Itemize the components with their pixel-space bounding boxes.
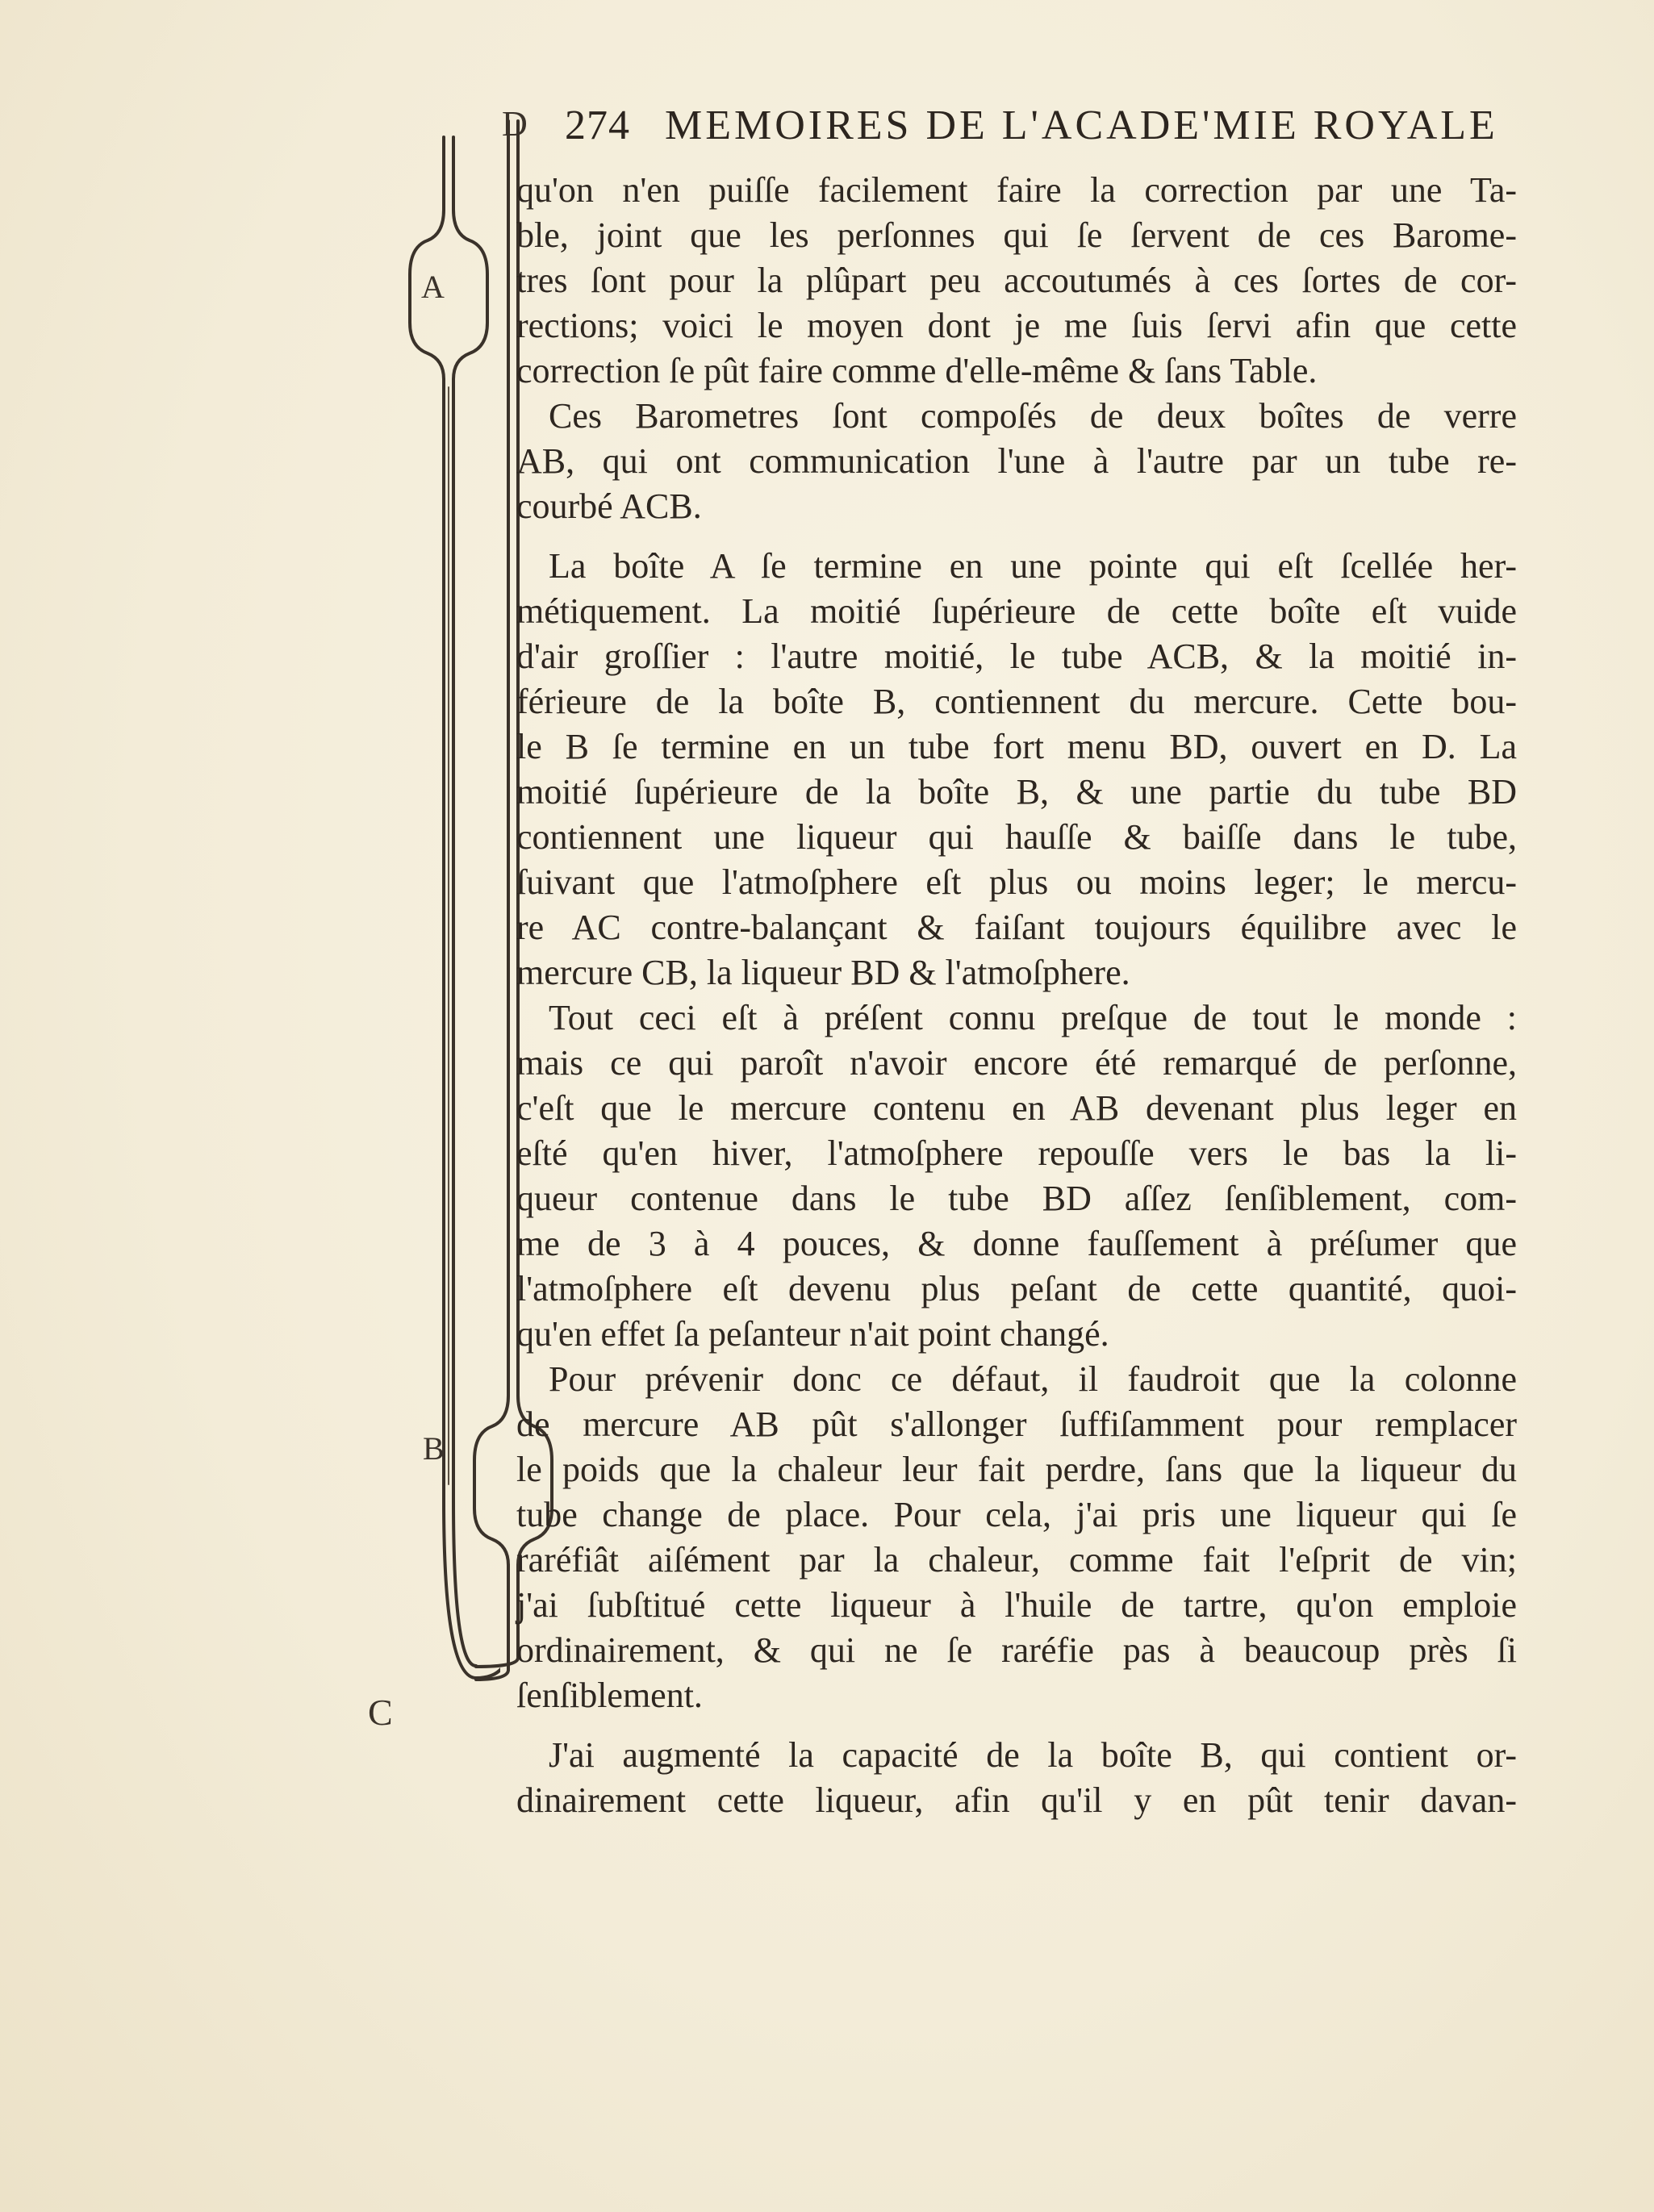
text-line: dinairement cette liqueur, afin qu'il y en pût tenir davan-: [516, 1780, 1517, 1820]
text-line: c'eſt que le mercure contenu en AB devenant plus leger en: [516, 1088, 1517, 1128]
page-number: 274: [565, 102, 630, 148]
text-line: eſté qu'en hiver, l'atmoſphere repouſſe vers le bas la li-: [516, 1133, 1517, 1173]
body-text: [516, 168, 1517, 1823]
paragraph-3: [516, 544, 1517, 995]
barometer-figure: [323, 113, 500, 1726]
paragraph-2: [516, 394, 1517, 529]
text-line: tres ſont pour la plûpart peu accoutumés à ces ſortes de cor-: [516, 261, 1517, 300]
text-line: courbé ACB.: [516, 486, 702, 526]
text-line: ſenſiblement.: [516, 1676, 703, 1715]
text-line: j'ai ſubſtitué cette liqueur à l'huile de tartre, qu'on emploie: [516, 1585, 1517, 1625]
text-line: ordinairement, & qui ne ſe raréfie pas à beaucoup près ſi: [516, 1630, 1517, 1670]
figure-label-d: D: [502, 104, 528, 144]
text-line: mercure CB, la liqueur BD & l'atmoſphere.: [516, 953, 1130, 992]
text-line: Ces Barometres ſont compoſés de deux boîtes de verre: [549, 396, 1517, 436]
text-line: tube change de place. Pour cela, j'ai pris une liqueur qui ſe: [516, 1495, 1517, 1534]
text-line: contiennent une liqueur qui hauſſe & baiſſe dans le tube,: [516, 817, 1517, 857]
text-line: queur contenue dans le tube BD aſſez ſenſiblement, com-: [516, 1179, 1517, 1218]
figure-label-b: B: [423, 1430, 445, 1467]
text-line: re AC contre-balançant & faiſant toujours équilibre avec le: [516, 908, 1517, 947]
text-line: métiquement. La moitié ſupérieure de cette boîte eſt vuide: [516, 591, 1517, 631]
text-line: ble, joint que les perſonnes qui ſe ſervent de ces Barome-: [516, 215, 1517, 255]
text-line: férieure de la boîte B, contiennent du mercure. Cette bou-: [516, 682, 1517, 721]
text-line: Tout ceci eſt à préſent connu preſque de tout le monde :: [549, 998, 1517, 1037]
text-line: rections; voici le moyen dont je me ſuis ſervi afin que cette: [516, 306, 1517, 345]
paragraph-1: [516, 168, 1517, 394]
text-line: Pour prévenir donc ce défaut, il faudroit que la colonne: [549, 1359, 1517, 1399]
running-title: MEMOIRES DE L'ACADE'MIE ROYALE: [665, 102, 1498, 148]
paragraph-gap: [516, 529, 1517, 544]
text-line: de mercure AB pût s'allonger ſuffiſamment pour remplacer: [516, 1404, 1517, 1444]
text-line: raréfiât aiſément par la chaleur, comme fait l'eſprit de vin;: [516, 1540, 1517, 1580]
paragraph-5: [516, 1357, 1517, 1718]
paragraph-gap: [516, 1718, 1517, 1733]
text-line: mais ce qui paroît n'avoir encore été remarqué de perſonne,: [516, 1043, 1517, 1083]
text-line: qu'on n'en puiſſe facilement faire la correction par une Ta-: [516, 170, 1517, 210]
paragraph-6: [516, 1733, 1517, 1823]
text-line: qu'en effet ſa peſanteur n'ait point changé.: [516, 1314, 1109, 1354]
text-line: ſuivant que l'atmoſphere eſt plus ou moins leger; le mercu-: [516, 862, 1517, 902]
text-line: moitié ſupérieure de la boîte B, & une partie du tube BD: [516, 772, 1517, 812]
text-line: J'ai augmenté la capacité de la boîte B, qui contient or-: [549, 1735, 1517, 1775]
text-line: me de 3 à 4 pouces, & donne fauſſement à préſumer que: [516, 1224, 1517, 1263]
text-line: le B ſe termine en un tube fort menu BD, ouvert en D. La: [516, 727, 1517, 766]
text-line: correction ſe pût faire comme d'elle-même & ſans Table.: [516, 351, 1318, 390]
text-line: le poids que la chaleur leur fait perdre, ſans que la liqueur du: [516, 1450, 1517, 1489]
text-line: AB, qui ont communication l'une à l'autre par un tube re-: [516, 441, 1517, 481]
paragraph-4: [516, 995, 1517, 1357]
running-header: [565, 102, 1533, 149]
text-line: La boîte A ſe termine en une pointe qui eſt ſcellée her-: [549, 546, 1517, 586]
text-line: l'atmoſphere eſt devenu plus peſant de cette quantité, quoi-: [516, 1269, 1517, 1308]
figure-label-a: A: [421, 269, 445, 305]
text-line: d'air groſſier : l'autre moitié, le tube ACB, & la moitié in-: [516, 636, 1517, 676]
figure-label-c: C: [368, 1692, 393, 1733]
